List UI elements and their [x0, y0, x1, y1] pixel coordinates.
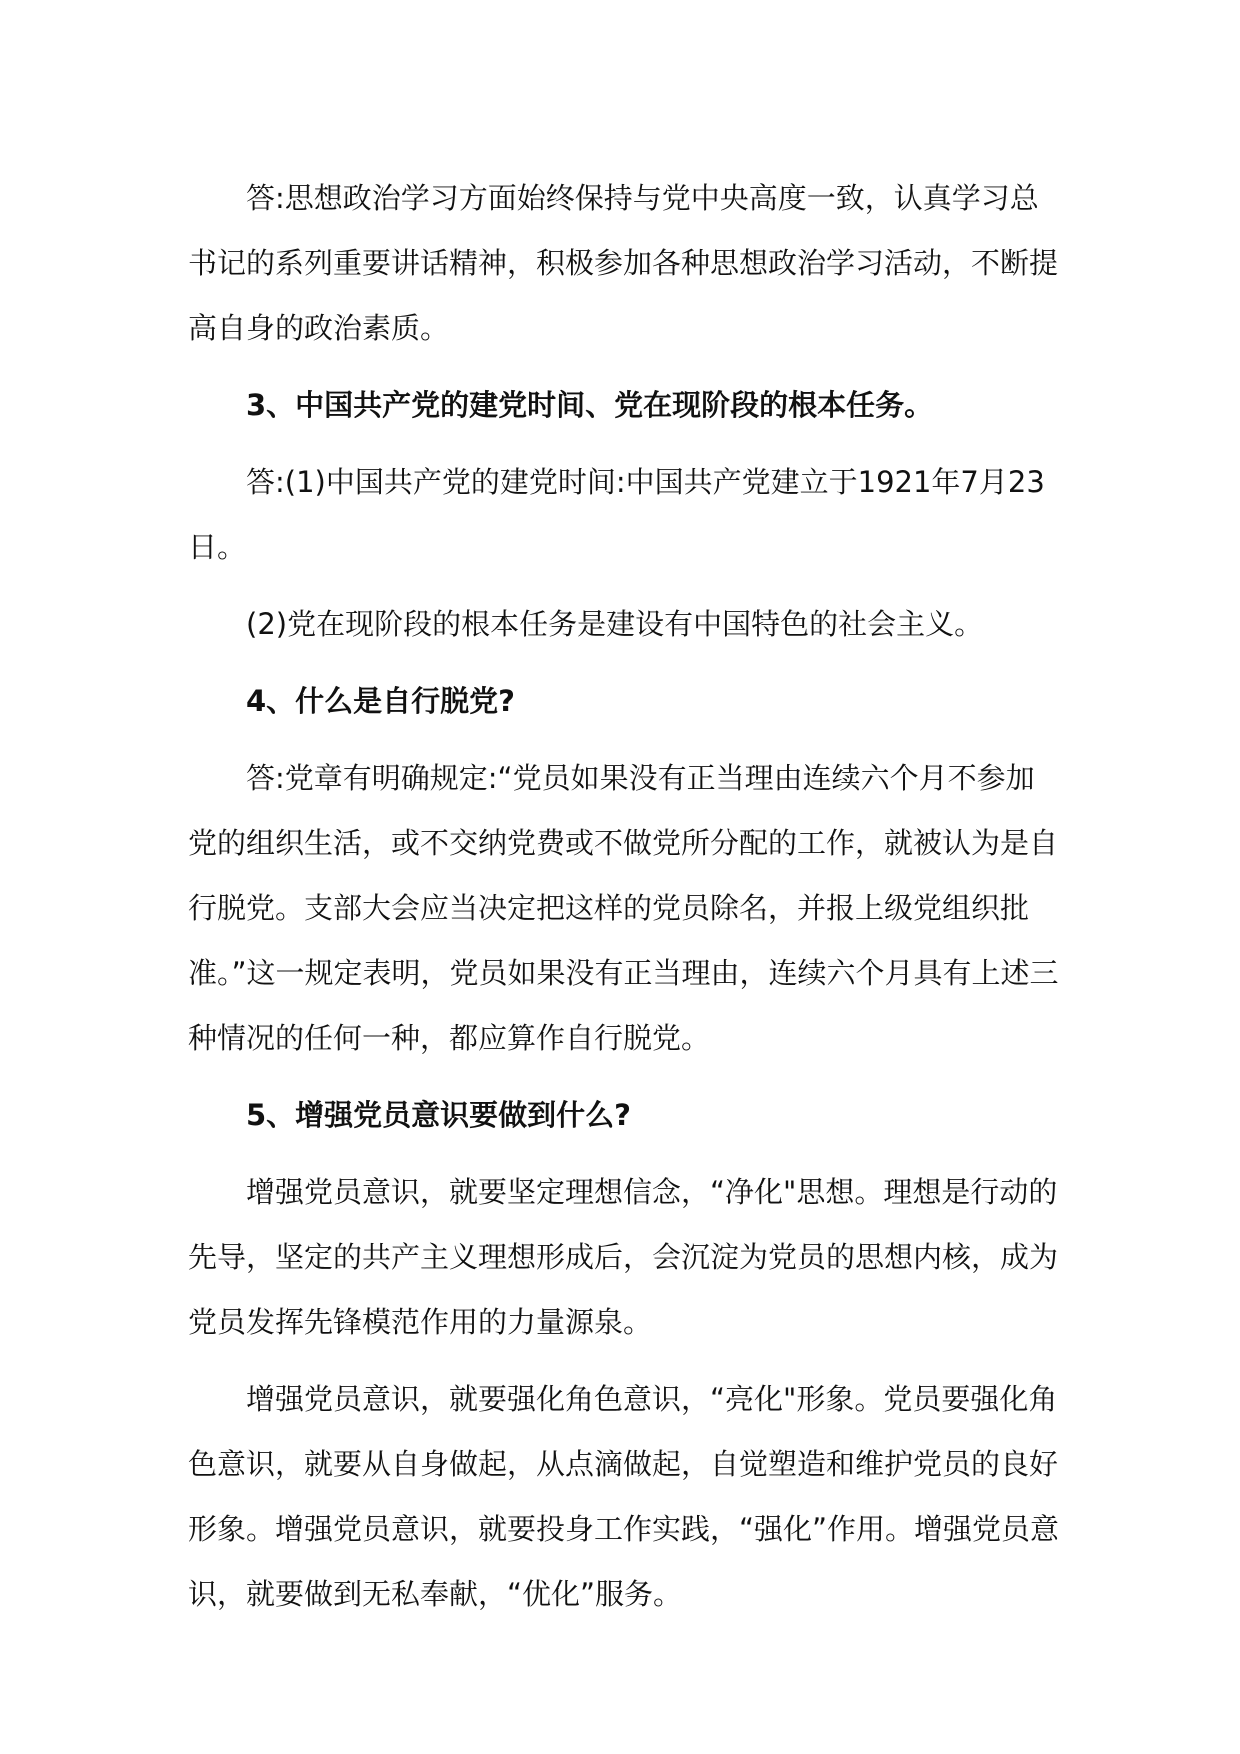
- answer-paragraph-founding-date: 答:(1)中国共产党的建党时间:中国共产党建立于1921年7月23日。: [188, 465, 1045, 564]
- document-body: [188, 166, 1060, 1639]
- answer-paragraph-self-withdrawal: 答:党章有明确规定:“党员如果没有正当理由连续六个月不参加党的组织生活，或不交纳党费或不做党所分配的工作，就被认为是自行脱党。支部大会应当决定把这样的党员除名，并报上级党组织批准。”这一规定表明，党员如果没有正当理由，连续六个月具有上述三种情况的任何一种，都应算作自行脱党。: [188, 761, 1059, 1055]
- question-heading-3: 3、中国共产党的建党时间、党在现阶段的根本任务。: [246, 388, 934, 422]
- question-heading-4: 4、什么是自行脱党?: [246, 684, 516, 718]
- answer-paragraph-fundamental-task: (2)党在现阶段的根本任务是建设有中国特色的社会主义。: [246, 607, 984, 641]
- answer-paragraph-political-study: 答:思想政治学习方面始终保持与党中央高度一致，认真学习总书记的系列重要讲话精神，积极参加各种思想政治学习活动，不断提高自身的政治素质。: [188, 181, 1059, 345]
- question-heading-5: 5、增强党员意识要做到什么?: [246, 1098, 632, 1132]
- answer-paragraph-ideals: 增强党员意识，就要坚定理想信念，“净化"思想。理想是行动的先导，坚定的共产主义理想形成后，会沉淀为党员的思想内核，成为党员发挥先锋模范作用的力量源泉。: [188, 1175, 1059, 1339]
- answer-paragraph-role-awareness: 增强党员意识，就要强化角色意识，“亮化"形象。党员要强化角色意识，就要从自身做起，从点滴做起，自觉塑造和维护党员的良好形象。增强党员意识，就要投身工作实践，“强化”作用。增强党员意识，就要做到无私奉献，“优化”服务。: [188, 1382, 1060, 1611]
